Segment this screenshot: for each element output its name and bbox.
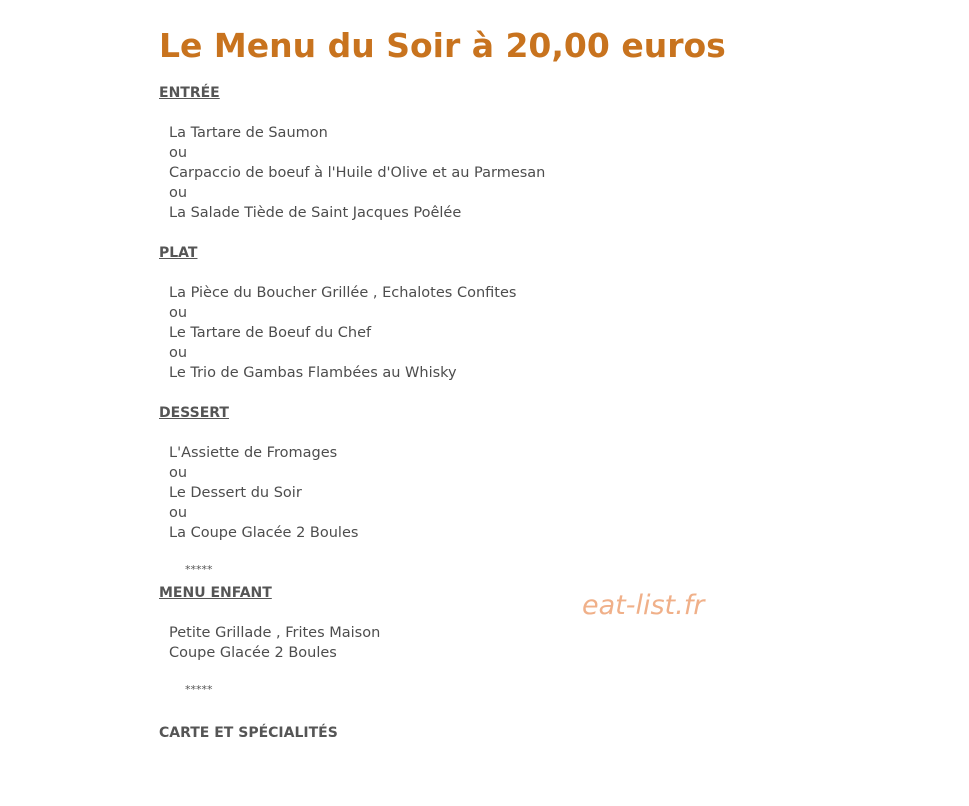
list-item: ou — [169, 145, 188, 161]
section-heading-entree: ENTRÉE — [159, 85, 220, 101]
list-item: Carpaccio de boeuf à l'Huile d'Olive et au Parmesan — [169, 165, 546, 181]
page-title: Le Menu du Soir à 20,00 euros — [159, 26, 726, 65]
list-item: L'Assiette de Fromages — [169, 445, 338, 461]
watermark: eat-list.fr — [582, 590, 705, 621]
list-item: La Salade Tiède de Saint Jacques Poêlée — [169, 205, 462, 221]
plat-list — [169, 283, 516, 383]
list-item: Le Dessert du Soir — [169, 485, 302, 501]
list-item: La Coupe Glacée 2 Boules — [169, 525, 359, 541]
list-item: ou — [169, 305, 188, 321]
list-item: ou — [169, 505, 188, 521]
list-item: ou — [169, 345, 188, 361]
list-item: Petite Grillade , Frites Maison — [169, 625, 381, 641]
section-heading-plat: PLAT — [159, 245, 198, 261]
list-item: La Tartare de Saumon — [169, 125, 328, 141]
separator-stars: ***** — [185, 563, 213, 576]
list-item: ou — [169, 185, 188, 201]
entree-list — [169, 123, 545, 223]
separator-stars: ***** — [185, 683, 213, 696]
enfant-list — [169, 623, 380, 663]
list-item: Le Tartare de Boeuf du Chef — [169, 325, 372, 341]
section-heading-carte: CARTE ET SPÉCIALITÉS — [159, 725, 338, 741]
section-heading-dessert: DESSERT — [159, 405, 229, 421]
section-heading-menu-enfant: MENU ENFANT — [159, 585, 272, 601]
dessert-list — [169, 443, 358, 543]
list-item: ou — [169, 465, 188, 481]
list-item: La Pièce du Boucher Grillée , Echalotes Confites — [169, 285, 517, 301]
list-item: Le Trio de Gambas Flambées au Whisky — [169, 365, 457, 381]
list-item: Coupe Glacée 2 Boules — [169, 645, 337, 661]
